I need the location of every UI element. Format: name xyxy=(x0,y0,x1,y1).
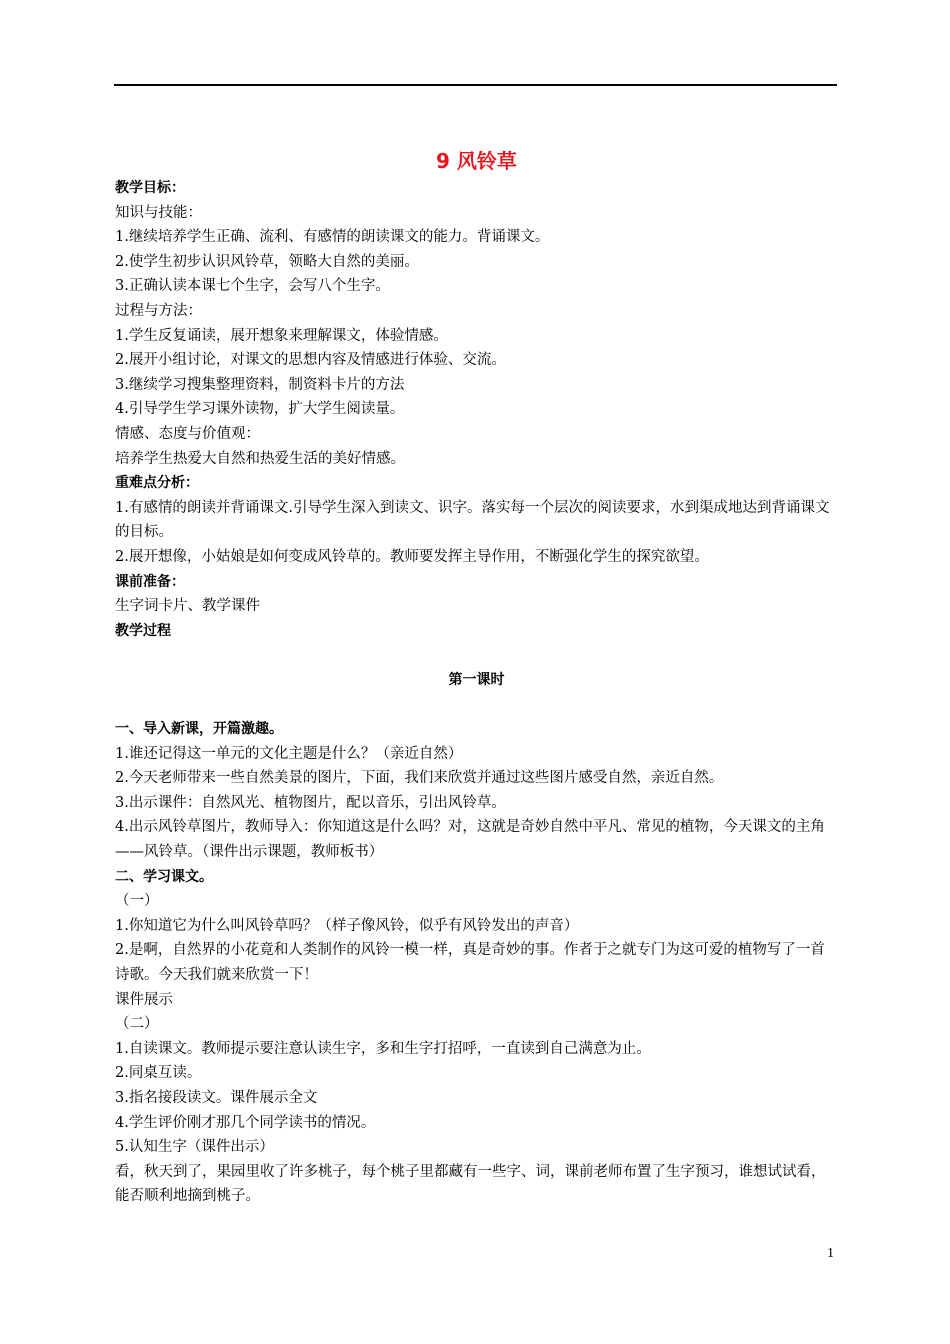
prep-text: 生字词卡片、教学课件 xyxy=(115,598,260,615)
spacer xyxy=(115,692,838,717)
goals-heading: 教学目标： xyxy=(115,180,185,196)
lesson-heading: 第一课时 xyxy=(448,671,505,688)
document-title: 9 风铃草 xyxy=(436,149,517,173)
part2b-item: 3.指名接段读文。课件展示全文 xyxy=(115,1089,318,1106)
knowledge-item: 3.正确认读本课七个生字，会写八个生字。 xyxy=(115,278,390,295)
part1-item: 2.今天老师带来一些自然美景的图片，下面，我们来欣赏并通过这些图片感受自然，亲近自然。 xyxy=(115,770,724,787)
prep-heading: 课前准备： xyxy=(115,573,185,590)
part1-heading: 一、导入新课，开篇激趣。 xyxy=(115,721,283,738)
process-item: 4.引导学生学习课外读物，扩大学生阅读量。 xyxy=(115,401,405,418)
subsection-label: （一） xyxy=(115,893,159,910)
knowledge-item: 1.继续培养学生正确、流利、有感情的朗读课文的能力。背诵课文。 xyxy=(115,229,550,246)
emotion-heading: 情感、态度与价值观： xyxy=(115,425,260,442)
subsection-label: （二） xyxy=(115,1016,159,1033)
part1-item: 1.谁还记得这一单元的文化主题是什么？（亲近自然） xyxy=(115,745,463,762)
keypoint-item: 1.有感情的朗读并背诵课文.引导学生深入到读文、识字。落实每一个层次的阅读要求，水到渠成地达到背诵课文的目标。 xyxy=(115,499,830,541)
header-rule xyxy=(114,84,837,86)
process-item: 2.展开小组讨论，对课文的思想内容及情感进行体验、交流。 xyxy=(115,352,506,369)
part2b-item: 2.同桌互读。 xyxy=(115,1065,202,1082)
part2a-item: 1.你知道它为什么叫风铃草吗？（样子像风铃，似乎有风铃发出的声音） xyxy=(115,917,579,934)
process-heading: 过程与方法： xyxy=(115,302,202,319)
part1-item: 3.出示课件：自然风光、植物图片，配以音乐，引出风铃草。 xyxy=(115,794,506,811)
document-body xyxy=(115,146,838,1209)
part2a-item: 2.是啊，自然界的小花竟和人类制作的风铃一模一样，真是奇妙的事。作者于之就专门为这可爱的植物写了一首诗歌。今天我们就来欣赏一下！ xyxy=(115,942,825,983)
courseware-label: 课件展示 xyxy=(115,991,173,1008)
part1-item: 4.出示风铃草图片，教师导入：你知道这是什么吗？对，这就是奇妙自然中平凡、常见的植物，今天课文的主角——风铃草。（课件出示课题，教师板书） xyxy=(115,819,825,861)
knowledge-heading: 知识与技能： xyxy=(115,204,202,221)
spacer xyxy=(115,643,838,668)
part2b-item: 1.自读课文。教师提示要注意认读生字，多和生字打招呼，一直读到自己满意为止。 xyxy=(115,1040,651,1057)
emotion-text: 培养学生热爱大自然和热爱生活的美好情感。 xyxy=(115,450,405,467)
process-item: 1.学生反复诵读，展开想象来理解课文，体验情感。 xyxy=(115,327,448,344)
keypoints-heading: 重难点分析： xyxy=(115,475,199,492)
knowledge-item: 2.使学生初步认识风铃草，领略大自然的美丽。 xyxy=(115,253,419,270)
process-item: 3.继续学习搜集整理资料，制资料卡片的方法 xyxy=(115,376,405,393)
keypoint-item: 2.展开想像，小姑娘是如何变成风铃草的。教师要发挥主导作用，不断强化学生的探究欲望。 xyxy=(115,548,709,565)
part2b-item: 5.认知生字（课件出示） xyxy=(115,1139,274,1156)
part2b-item: 看，秋天到了，果园里收了许多桃子，每个桃子里都藏有一些字、词，课前老师布置了生字预习，谁想试试看，能否顺利地摘到桃子。 xyxy=(115,1163,826,1205)
teaching-heading: 教学过程 xyxy=(115,622,171,639)
part2-heading: 二、学习课文。 xyxy=(115,868,213,885)
page-number: 1 xyxy=(827,1246,834,1261)
part2b-item: 4.学生评价刚才那几个同学读书的情况。 xyxy=(115,1114,376,1131)
